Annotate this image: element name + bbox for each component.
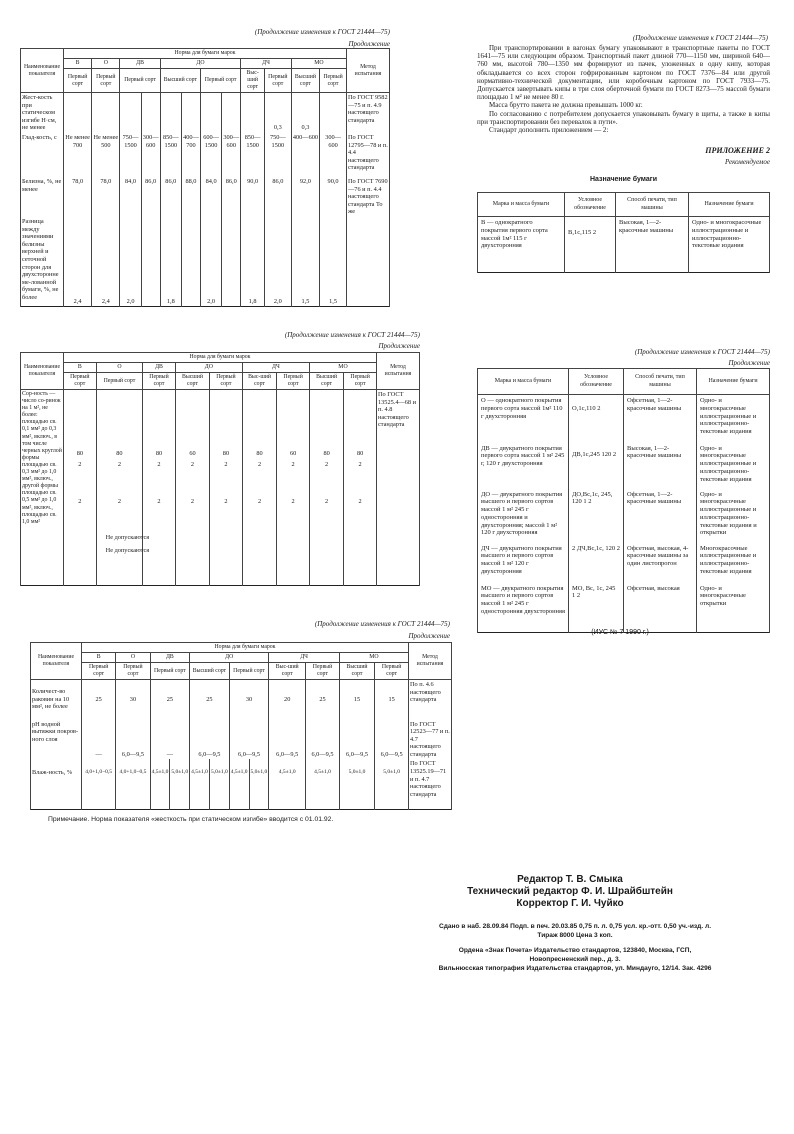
cell-value: 90,0 bbox=[241, 177, 265, 217]
tech-editor: Технический редактор Ф. И. Шрайбштейн bbox=[467, 886, 673, 897]
cell-value: 2 bbox=[157, 460, 161, 468]
col-indicator: Наименование показателя bbox=[31, 643, 82, 680]
row-method: По ГОСТ 13525.19—71 и п. 4.7 настоящего стандарта bbox=[409, 759, 452, 809]
sort-label: Первый сорт bbox=[92, 69, 120, 93]
sort-label: Высший сорт bbox=[309, 373, 343, 390]
row-method: По ГОСТ 7690—76 и п. 4.4 настоящего стандарта То же bbox=[348, 177, 388, 216]
continuation-label: (Продолжение изменения к ГОСТ 21444—75) bbox=[634, 348, 770, 356]
cell-value: 6,0—9,5 bbox=[269, 720, 306, 760]
cell-value: 25 bbox=[82, 680, 116, 720]
row-name: Количест-во раковин на 10 мм², не более bbox=[31, 680, 82, 720]
cell-value: 2 bbox=[224, 498, 228, 506]
cell-value: 2 bbox=[190, 498, 195, 506]
cell-value: 300—600 bbox=[141, 133, 160, 177]
cell-value: 4,5±1,0 bbox=[150, 759, 170, 809]
cell-value: 86,0 bbox=[141, 177, 160, 217]
sort-label: Первый сорт bbox=[320, 69, 347, 93]
credits bbox=[420, 874, 720, 910]
cell-value: В — однократного покрытия первого сорта массой 1м² 115 г двухсторонняя bbox=[478, 217, 565, 273]
table-note: Примечание. Норма показателя «жесткость при статическом изгибе» вводится с 01.01.92. bbox=[48, 816, 334, 823]
sort-label: Первый сорт bbox=[120, 69, 160, 93]
sort-label: Первый сорт bbox=[143, 373, 176, 390]
table-3 bbox=[30, 642, 452, 810]
cell-value: 4,5±1,0 bbox=[229, 759, 249, 809]
cell-value: 92,0 bbox=[291, 177, 319, 217]
cell-value: 2 bbox=[257, 498, 262, 506]
continuation-label: (Продолжение изменения к ГОСТ 21444—75) bbox=[284, 331, 420, 339]
cell-value: Высокая, 1—2-красочные машины bbox=[616, 217, 689, 273]
imprint-line: Тираж 8000 Цена 3 коп. bbox=[537, 932, 613, 939]
cell-value: Не менее 500 bbox=[92, 133, 120, 177]
sort-label: Выс-ший сорт bbox=[241, 69, 265, 93]
appendix-subtitle: Рекомендуемое bbox=[725, 158, 770, 166]
grade-do: ДО bbox=[175, 363, 242, 373]
imprint-line: Новопресненский пер., д. 3. bbox=[529, 956, 621, 963]
sort-label: Первый сорт bbox=[375, 663, 409, 680]
sort-label: Первый сорт bbox=[277, 373, 310, 390]
purpose-title: Назначение бумаги bbox=[589, 176, 658, 183]
grade-dch: ДЧ bbox=[269, 653, 340, 663]
norm-header: Норма для бумаги марок bbox=[64, 49, 347, 59]
col-header: Условное обозначение bbox=[569, 369, 624, 395]
sort-label: Высший сорт bbox=[175, 373, 209, 390]
table-2 bbox=[20, 352, 420, 586]
cell-value: 300—600 bbox=[222, 133, 241, 177]
editor: Редактор Т. В. Смыка bbox=[517, 874, 623, 885]
grade-dv: ДВ bbox=[143, 363, 176, 373]
cell-value: 60 bbox=[189, 450, 196, 457]
cell-value: 2 bbox=[224, 460, 228, 468]
cell-value: Одно- и многокрасочные иллюстрационные и иллюстрационно-текстовые издания и открытки bbox=[697, 489, 770, 543]
cell-value: 80 bbox=[323, 450, 330, 457]
grade-do: ДО bbox=[160, 59, 241, 69]
imprint-line: Вильнюсская типография Издательства стандартов, ул. Миндауго, 12/14. Зак. 4296 bbox=[438, 965, 712, 972]
cell-value: — bbox=[82, 720, 116, 760]
cell-value: 2 bbox=[190, 460, 195, 468]
cell-value: МО, Вс, 1с, 245 1 2 bbox=[569, 583, 624, 633]
cell-value: 2,0 bbox=[264, 217, 291, 307]
paragraph: Стандарт дополнить приложением — 2: bbox=[489, 126, 609, 135]
cell-value: 4,0+1,0−0,5 bbox=[116, 759, 150, 809]
cell-value: 90,0 bbox=[320, 177, 347, 217]
col-method: Метод испытания bbox=[409, 643, 452, 680]
continuation-word: Продолжение bbox=[348, 40, 390, 48]
cell-value: 86,0 bbox=[160, 177, 181, 217]
grade-dch: ДЧ bbox=[241, 59, 291, 69]
cell-value: 0,3 bbox=[291, 93, 319, 133]
cell-value: О,1с,110 2 bbox=[569, 395, 624, 443]
col-header: Способ печати, тип машины bbox=[624, 369, 697, 395]
cell-value: 2 bbox=[358, 460, 362, 468]
table-4 bbox=[477, 192, 770, 273]
cell-value: Офсетная, 1—2-красочные машины bbox=[624, 489, 697, 543]
cell-value: 1,8 bbox=[241, 217, 265, 307]
col-header: Условное обозначение bbox=[565, 193, 616, 217]
cell-value: Офсетная, высокая bbox=[624, 583, 697, 633]
cell-value: 6,0—9,5 bbox=[375, 720, 409, 760]
cell-value: 750—1500 bbox=[264, 133, 291, 177]
grade-v: В bbox=[82, 653, 116, 663]
cell-value: 2,0 bbox=[201, 217, 222, 307]
cell-value: 6,0—9,5 bbox=[306, 720, 340, 760]
cell-value: 80 bbox=[155, 450, 163, 457]
cell-value: 2 bbox=[78, 460, 82, 468]
row-method: По ГОСТ 9582—75 и п. 4.9 настоящего стандарта bbox=[347, 93, 390, 133]
cell-value: 1,5 bbox=[320, 217, 347, 307]
grade-mo: МО bbox=[291, 59, 346, 69]
row-name: Влаж-ность, % bbox=[31, 759, 82, 809]
cell-value: 850—1500 bbox=[160, 133, 181, 177]
continuation-label: (Продолжение изменения к ГОСТ 21444—75) bbox=[632, 34, 768, 42]
cell-value: 80 bbox=[76, 450, 83, 457]
cell-value: 2 bbox=[325, 460, 329, 468]
cell-value: Офсетная, высокая, 4-красочные машины за один листопрогон bbox=[624, 543, 697, 583]
cell-value: 4,5±1,0 bbox=[306, 759, 340, 809]
cell-value: 6,0—9,5 bbox=[339, 720, 374, 760]
cell-value: ДВ — двукратного покрытия первого сорта массой 1 м² 245 г, 120 г двухсторонняя bbox=[478, 443, 569, 489]
cell-value: 4,0+1,0−0,5 bbox=[82, 759, 116, 809]
cell-value: Одно- и многокрасочные иллюстрационные и иллюстрационно-текстовые издания bbox=[697, 395, 770, 443]
cell-value: 2 bbox=[257, 460, 262, 468]
cell-value: Одно- и многокрасочные иллюстрационные и иллюстрационно-текстовые издания bbox=[689, 217, 770, 273]
corrector: Корректор Г. И. Чуйко bbox=[516, 898, 624, 909]
col-method: Метод испытания bbox=[377, 353, 420, 390]
grade-mo: МО bbox=[339, 653, 408, 663]
col-header: Марка и масса бумаги bbox=[478, 369, 569, 395]
cell-value: 2 bbox=[325, 498, 329, 506]
row-name: Сор-ность — число со-ринок на 1 м², не более: площадью св. 0,1 мм² до 0,3 мм², включ., в том числе черных круглой формы площадью св. 0,3 мм² до 1,0 мм², включ., другой формы площадью св. 0,5 мм² до 1,0 мм², включ., площадью св. 1,0 мм² bbox=[21, 390, 64, 586]
continuation-label: (Продолжение изменения к ГОСТ 21444—75) bbox=[254, 28, 390, 36]
norm-header: Норма для бумаги марок bbox=[82, 643, 409, 653]
col-method: Метод испытания bbox=[347, 49, 390, 93]
sort-label: Первый сорт bbox=[82, 663, 116, 680]
cell-value: Многокрасочные иллюстрационные и иллюстрационно-текстовые издания bbox=[697, 543, 770, 583]
cell-value: 2,4 bbox=[64, 217, 92, 307]
cell-value: 80 bbox=[356, 450, 364, 457]
cell-value: 80 bbox=[222, 450, 230, 457]
cell-value: 0,3 bbox=[264, 93, 291, 133]
col-indicator: Наименование показателя bbox=[21, 353, 64, 390]
sort-label: Высший сорт bbox=[160, 69, 200, 93]
continuation-word: Продолжение bbox=[728, 359, 770, 367]
table-5 bbox=[477, 368, 770, 633]
sort-label: Первый сорт bbox=[210, 373, 243, 390]
cell-value: 4,5±1,0 bbox=[190, 759, 210, 809]
cell-value: ДЧ — двукратного покрытия высшего и первого сортов массой 1 м² 120 г двухсторонняя bbox=[478, 543, 569, 583]
cell-value: О — однократного покрытия первого сорта массой 1м² 110 г двухсторонняя bbox=[478, 395, 569, 443]
continuation-word: Продолжение bbox=[378, 342, 420, 350]
cell-value: 400—700 bbox=[181, 133, 200, 177]
sort-label: Первый сорт bbox=[96, 373, 142, 390]
sort-label: Высший сорт bbox=[339, 663, 374, 680]
cell-value: 86,0 bbox=[222, 177, 241, 217]
grade-v: В bbox=[64, 59, 92, 69]
forbid-text: Не допускаются bbox=[105, 533, 150, 541]
cell-value: 2 bbox=[78, 498, 82, 506]
cell-value: 25 bbox=[190, 680, 230, 720]
col-header: Назначение бумаги bbox=[697, 369, 770, 395]
cell-value: 2 bbox=[291, 498, 295, 506]
cell-value: 30 bbox=[229, 680, 269, 720]
grade-mo: МО bbox=[309, 363, 376, 373]
cell-value: ДО — двукратного покрытия высшего и первого сортов массой 1 м² 245 г односторонняя и двухсторонняя; массой 1 м² 120 г двухсторонняя bbox=[478, 489, 569, 543]
sort-label: Выс-ший сорт bbox=[269, 663, 306, 680]
row-name: Глад-кость, с bbox=[21, 133, 64, 177]
cell-value: 600—1500 bbox=[201, 133, 222, 177]
imprint-line: Сдано в наб. 28.09.84 Подп. в печ. 20.03.85 0,75 п. л. 0,75 усл. кр.-отт. 0,50 уч.-изд. л. bbox=[438, 923, 712, 930]
cell-value: 2 ДЧ,Вс,1с, 120 2 bbox=[569, 543, 624, 583]
sort-label: Первый сорт bbox=[64, 373, 97, 390]
paragraph: Масса брутто пакета не должна превышать 1000 кг. bbox=[489, 101, 643, 110]
cell-value: МО — двукратного покрытия высшего и первого сортов массой 1 м² 245 г односторонняя двухсторонняя bbox=[478, 583, 569, 633]
sort-label: Первый сорт bbox=[150, 663, 190, 680]
cell-value: 20 bbox=[269, 680, 306, 720]
sort-label: Первый сорт bbox=[201, 69, 241, 93]
cell-value: 6,0—9,5 bbox=[229, 720, 269, 760]
cell-value: 6,0—9,5 bbox=[116, 720, 150, 760]
cell-value: 88,0 bbox=[181, 177, 200, 217]
cell-value: 2 bbox=[358, 498, 362, 506]
cell-value: 60 bbox=[289, 450, 297, 457]
cell-value: 78,0 bbox=[64, 177, 92, 217]
imprint-line: Ордена «Знак Почета» Издательство стандартов, 123840, Москва, ГСП, bbox=[458, 947, 692, 954]
cell-value: Одно- и многокрасочные иллюстрационные и иллюстрационно-текстовые издания bbox=[697, 443, 770, 489]
right-text-block bbox=[477, 44, 770, 134]
imprint bbox=[370, 922, 780, 973]
sort-label: Высший сорт bbox=[291, 69, 319, 93]
col-header: Марка и масса бумаги bbox=[478, 193, 565, 217]
cell-value: 84,0 bbox=[201, 177, 222, 217]
cell-value: 78,0 bbox=[92, 177, 120, 217]
row-method: По ГОСТ 12523—77 и п. 4.7 настоящего стандарта bbox=[410, 720, 450, 758]
col-indicator: Наименование показателя bbox=[21, 49, 64, 93]
grade-dv: ДВ bbox=[120, 59, 160, 69]
col-header: Способ печати, тип машины bbox=[616, 193, 689, 217]
cell-value: 2 bbox=[117, 460, 121, 468]
paragraph: При транспортировании в вагонах бумагу упаковывают в транспортные пакеты по ГОСТ 1641—75 или следующим образом. Транспортный пакет длиной 770—1150 мм, шириной 640—760 мм, высотой 780—1350 мм формируют из пачек, уложенных в одну кипу, которая обкладывается со всех сторон гофрированным картоном по ГОСТ 7376—84 или другой нормативно-технической документации, или коробочным картоном по ГОСТ 7933—75. Допускается завертывать кипы в три слоя оберточной бумаги по ГОСТ 8273—75 массой бумаги площадью 1 м² не менее 80 г. bbox=[477, 44, 770, 102]
cell-value: 84,0 bbox=[120, 177, 141, 217]
paragraph: По согласованию с потребителем допускается упаковывать бумагу в щиты, а также в кипы при транспортировании без перевалок в пути». bbox=[477, 109, 770, 126]
sort-label: Первый сорт bbox=[344, 373, 377, 390]
row-name: Жест-кость при статическом изгибе Н·см, не менее bbox=[21, 93, 64, 133]
cell-value: 5,0±1,0 bbox=[249, 759, 269, 809]
col-header: Назначение бумаги bbox=[689, 193, 770, 217]
cell-value: 2,0 bbox=[120, 217, 141, 307]
cell-value: 30 bbox=[116, 680, 150, 720]
cell-value: 1,5 bbox=[291, 217, 319, 307]
table-1 bbox=[20, 48, 390, 307]
cell-value: Не менее 700 bbox=[64, 133, 92, 177]
cell-value: Одно- и многокрасочные открытки bbox=[697, 583, 770, 633]
cell-value: 5,0±1,0 bbox=[209, 759, 229, 809]
row-method: По ГОСТ 12795—78 и п. 4.4 настоящего стандарта bbox=[347, 133, 390, 177]
row-method: По п. 4.6 настоящего стандарта bbox=[409, 680, 452, 720]
cell-value: — bbox=[150, 720, 190, 760]
cell-value: 4,5±1,0 bbox=[269, 759, 306, 809]
cell-value: 400—600 bbox=[291, 133, 319, 177]
iuc-ref: (ИУС № 7 1990 г.) bbox=[591, 629, 649, 636]
cell-value: 5,0±1,0 bbox=[339, 759, 374, 809]
cell-value: 1,8 bbox=[160, 217, 181, 307]
cell-value: ДО,Вс,1с, 245, 120 1 2 bbox=[569, 489, 624, 543]
sort-label: Первый сорт bbox=[64, 69, 92, 93]
cell-value: 25 bbox=[150, 680, 190, 720]
cell-value: 15 bbox=[339, 680, 374, 720]
sort-label: Первый сорт bbox=[229, 663, 269, 680]
sort-label: Первый сорт bbox=[116, 663, 150, 680]
cell-value: 6,0—9,5 bbox=[190, 720, 230, 760]
cell-value: 86,0 bbox=[264, 177, 291, 217]
cell-value: 25 bbox=[306, 680, 340, 720]
cell-value: 2 bbox=[291, 460, 295, 468]
cell-value: 2 bbox=[157, 498, 161, 506]
cell-value: 750—1500 bbox=[120, 133, 141, 177]
continuation-word: Продолжение bbox=[408, 632, 450, 640]
cell-value: 80 bbox=[116, 450, 123, 457]
cell-value: 5,0±1,0 bbox=[170, 759, 190, 809]
cell-value: Высокая, 1—2-красочные машины bbox=[624, 443, 697, 489]
cell-value: 300—600 bbox=[320, 133, 347, 177]
cell-value: 5,0±1,0 bbox=[375, 759, 409, 809]
forbid-text: Не допускаются bbox=[105, 547, 150, 555]
grade-o: О bbox=[92, 59, 120, 69]
continuation-label: (Продолжение изменения к ГОСТ 21444—75) bbox=[314, 620, 450, 628]
cell-value: Офсетная, 1—2-красочные машины bbox=[624, 395, 697, 443]
grade-o: О bbox=[96, 363, 142, 373]
cell-value: В,1с,115 2 bbox=[565, 217, 616, 273]
sort-label: Первый сорт bbox=[306, 663, 340, 680]
grade-do: ДО bbox=[190, 653, 269, 663]
cell-value: 80 bbox=[256, 450, 263, 457]
row-method: По ГОСТ 13525.4—68 и п. 4.8 настоящего стандарта bbox=[377, 390, 420, 586]
sort-label: Первый сорт bbox=[264, 69, 291, 93]
cell-value: 15 bbox=[375, 680, 409, 720]
appendix-title: ПРИЛОЖЕНИЕ 2 bbox=[705, 146, 770, 155]
sort-label: Высший сорт bbox=[190, 663, 230, 680]
norm-header: Норма для бумаги марок bbox=[64, 353, 377, 363]
cell-value: 850—1500 bbox=[241, 133, 265, 177]
grade-dch: ДЧ bbox=[242, 363, 309, 373]
cell-value: ДВ,1с,245 120 2 bbox=[569, 443, 624, 489]
grade-v: В bbox=[64, 363, 97, 373]
grade-o: О bbox=[116, 653, 150, 663]
grade-dv: ДВ bbox=[150, 653, 190, 663]
row-name: Разница между значениями белизны верхней и сеточной сторон для двухсторонне ме-лованной бумаги, %, не более bbox=[21, 217, 64, 307]
cell-value: 2 bbox=[117, 498, 121, 506]
cell-value: 2,4 bbox=[92, 217, 120, 307]
sort-label: Выс-ший сорт bbox=[242, 373, 277, 390]
row-name: Белизна, %, не менее bbox=[21, 177, 64, 217]
row-name: pH водной вытяжки покров-ного слоя bbox=[31, 720, 82, 760]
